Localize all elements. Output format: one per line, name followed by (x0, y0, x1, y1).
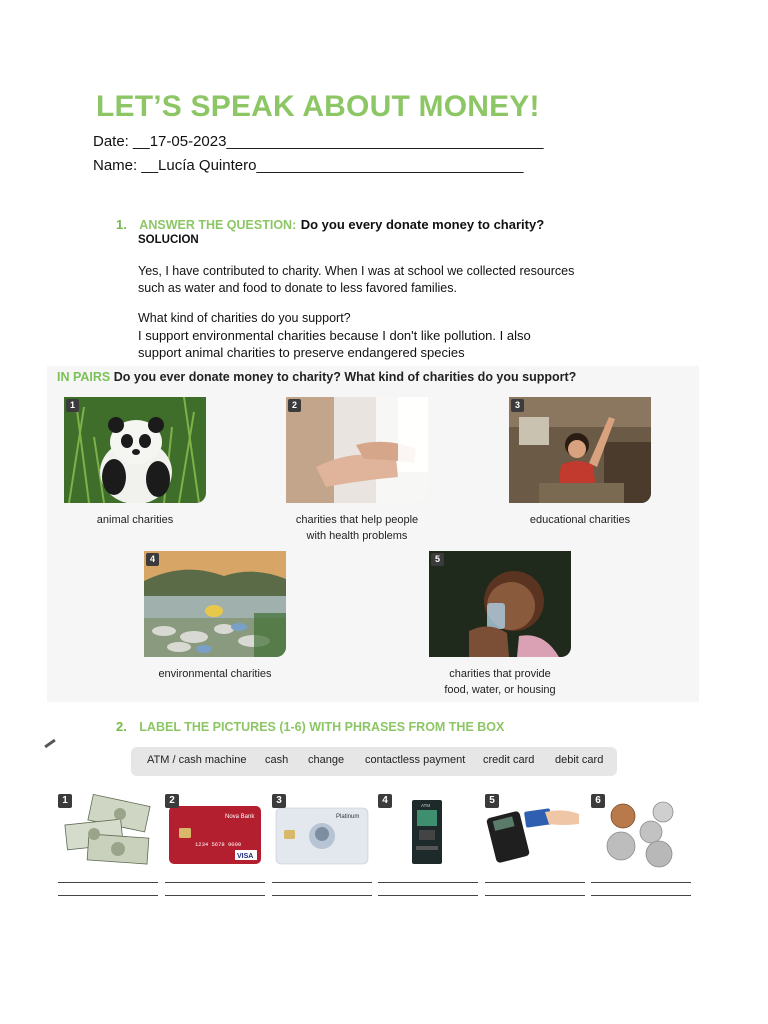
in-pairs-question: Do you ever donate money to charity? What kind of charities do you support? (113, 370, 577, 384)
question-1 (116, 216, 544, 234)
answer-line[interactable] (378, 895, 478, 896)
picture-number-badge: 6 (591, 794, 605, 808)
picture-number-badge: 5 (431, 553, 444, 566)
picture-platinum-card (272, 794, 372, 869)
caption-line: animal charities (96, 514, 174, 526)
caption-line: charities that provide (449, 668, 551, 680)
caption-food-water-charities (420, 666, 580, 698)
name-field (93, 157, 523, 174)
caption-line: with health problems (306, 530, 408, 542)
caption-line: charities that help people (295, 514, 419, 526)
picture-number-badge: 5 (485, 794, 499, 808)
answer-1-line: such as water and food to donate to less favored families. (138, 281, 457, 295)
question-1-number: 1. (116, 217, 127, 232)
phrase-box (131, 747, 617, 776)
answer-line[interactable] (272, 882, 372, 883)
answer-line[interactable] (485, 895, 585, 896)
phrase-item: ATM / cash machine (147, 754, 247, 766)
answer-line[interactable] (591, 882, 691, 883)
subquestion-text: What kind of charities do you support? (138, 311, 351, 325)
date-label: Date: __ (93, 133, 150, 150)
picture-number-badge: 3 (511, 399, 524, 412)
classroom-photo (509, 397, 651, 503)
page-title: LET’S SPEAK ABOUT MONEY! (96, 90, 540, 123)
picture-atm (378, 794, 478, 869)
name-label: Name: __ (93, 157, 159, 174)
date-field (93, 133, 543, 150)
answer-line[interactable] (165, 895, 265, 896)
in-pairs-title (57, 370, 576, 384)
caption-line: food, water, or housing (444, 684, 556, 696)
answer-1 (138, 263, 574, 297)
answer-line[interactable] (58, 882, 158, 883)
answer-line[interactable] (378, 882, 478, 883)
question-1-heading: ANSWER THE QUESTION: (139, 218, 297, 232)
date-line: ______________________________________ (226, 133, 544, 150)
hands-photo (286, 397, 428, 503)
phrase-item: debit card (555, 754, 604, 766)
picture-red-card (165, 794, 265, 869)
picture-cash (58, 794, 158, 869)
question-1-text: Do you every donate money to charity? (300, 217, 545, 232)
name-line: ________________________________ (256, 157, 524, 174)
date-value: 17-05-2023 (149, 133, 227, 150)
solution-label: SOLUCION (138, 234, 199, 246)
card-visa: VISA (237, 853, 254, 860)
picture-number-badge: 4 (378, 794, 392, 808)
picture-number-badge: 3 (272, 794, 286, 808)
stray-mark (44, 739, 56, 748)
question-2-heading: LABEL THE PICTURES (1-6) WITH PHRASES FROM THE BOX (139, 720, 505, 734)
picture-contactless (485, 794, 585, 869)
question-2-number: 2. (116, 719, 127, 734)
caption-line: educational charities (529, 514, 631, 526)
answer-line[interactable] (485, 882, 585, 883)
pollution-photo (144, 551, 286, 657)
caption-environmental-charities (141, 666, 289, 682)
phrase-item: cash (265, 754, 289, 766)
panda-photo (64, 397, 206, 503)
question-2 (116, 718, 504, 736)
card-platinum-label: Platinum (336, 814, 360, 820)
caption-educational-charities (510, 512, 650, 528)
picture-number-badge: 2 (288, 399, 301, 412)
caption-line: environmental charities (158, 668, 272, 680)
card-bank-name: Nova Bank (225, 814, 255, 820)
answer-line[interactable] (591, 895, 691, 896)
answer-line[interactable] (58, 895, 158, 896)
in-pairs-tag: IN PAIRS (57, 370, 111, 384)
picture-number-badge: 1 (66, 399, 79, 412)
picture-number-badge: 1 (58, 794, 72, 808)
picture-number-badge: 2 (165, 794, 179, 808)
phrase-item: change (308, 754, 345, 766)
atm-label: ATM (421, 803, 431, 808)
in-pairs-panel (47, 366, 699, 702)
phrase-item: contactless payment (365, 754, 466, 766)
name-value: Lucía Quintero (158, 157, 257, 174)
card-number: 1234 5678 9000 (195, 841, 242, 848)
answer-line[interactable] (165, 882, 265, 883)
caption-animal-charities (65, 512, 205, 528)
child-drinking-photo (429, 551, 571, 657)
answer-2-line: I support environmental charities because I don't like pollution. I also (138, 328, 531, 343)
answer-2 (138, 310, 531, 361)
answer-1-line: Yes, I have contributed to charity. When I was at school we collected resources (138, 264, 575, 278)
caption-health-charities (272, 512, 442, 544)
phrase-item: credit card (483, 754, 535, 766)
answer-line[interactable] (272, 895, 372, 896)
picture-coins (591, 794, 691, 869)
answer-2-line: support animal charities to preserve endangered species (138, 345, 465, 360)
picture-number-badge: 4 (146, 553, 159, 566)
